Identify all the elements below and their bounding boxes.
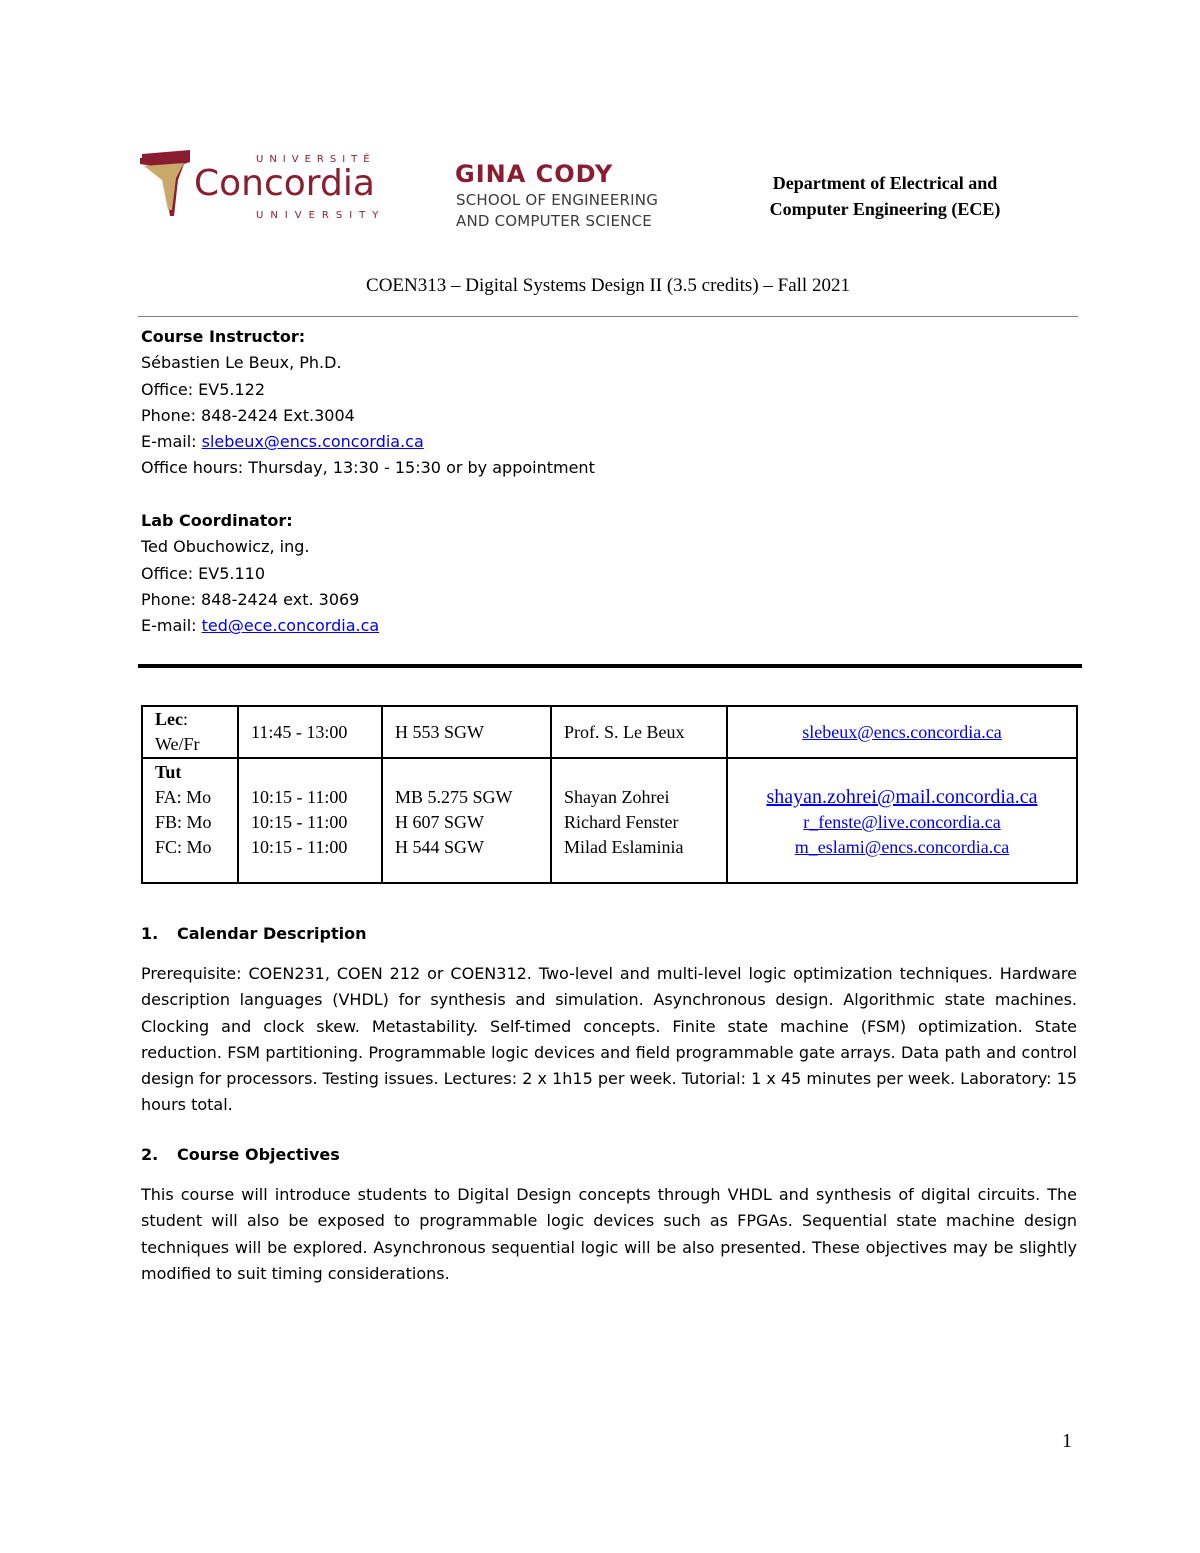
department-name [735,170,1035,222]
department-line-2: Computer Engineering (ECE) [769,199,1001,219]
lab-coordinator-email-label: E-mail: [141,616,202,636]
lab-coordinator-office: Office: EV5.110 [141,563,266,583]
lecture-person: Prof. S. Le Beux [551,706,727,758]
section-title: Course Objectives [177,1145,340,1164]
lab-coordinator-phone: Phone: 848-2424 ext. 3069 [141,589,360,609]
instructor-block [141,324,595,482]
title-divider [138,316,1078,317]
section-body: This course will introduce students to Digital Design concepts through VHDL and synthesis of digital circuits. The student will also be exposed to programmable logic devices such as FPGAs. Sequential state machine design techniques will be explored. Asynchronous sequential logic will be also presented. These objectives may be slightly modified to suit timing considerations. [141,1185,1077,1283]
tutorial-time: 10:15 - 11:00 [251,787,348,807]
instructor-email-row [141,429,595,455]
instructor-office-hours: Office hours: Thursday, 13:30 - 15:30 or by appointment [141,458,595,478]
tutorial-room: H 544 SGW [395,837,484,857]
gina-cody-logo [455,160,705,235]
tutorial-email-link[interactable]: r_fenste@live.concordia.ca [803,812,1001,832]
lecture-email-link[interactable]: slebeux@encs.concordia.ca [802,721,1002,742]
lab-coordinator-block [141,508,379,639]
gina-cody-subtitle-1: SCHOOL OF ENGINEERING [456,191,659,209]
instructor-email-label: E-mail: [141,432,202,452]
calendar-description-section [141,923,1077,1119]
tutorial-person-cell [551,758,727,883]
lab-coordinator-name: Ted Obuchowicz, ing. [141,537,310,557]
tutorial-time-cell [238,758,382,883]
section-heading [141,923,1077,945]
tutorial-type-cell [142,758,238,883]
lecture-type-suffix: : [182,709,188,729]
tutorial-email-link[interactable]: m_eslami@encs.concordia.ca [794,837,1010,857]
section-heading [141,1144,1077,1166]
logo-universite-text: UNIVERSITÉ [256,154,376,165]
lecture-type-cell [142,706,238,758]
section-number: 2. [141,1145,159,1164]
department-line-1: Department of Electrical and [772,173,998,193]
lecture-days: We/Fr [155,734,200,754]
tutorial-section: FC: Mo [155,837,212,857]
gina-cody-subtitle-2: AND COMPUTER SCIENCE [456,212,652,230]
logo-university-text: UNIVERSITY [256,210,386,221]
section-title: Calendar Description [177,924,367,943]
tutorial-section: FB: Mo [155,812,212,832]
lecture-room: H 553 SGW [382,706,551,758]
logo-concordia-text: Concordia [194,163,375,204]
instructor-heading: Course Instructor: [141,327,306,346]
tutorial-room: MB 5.275 SGW [395,787,513,807]
table-row [142,758,1077,883]
instructor-email-link[interactable]: slebeux@encs.concordia.ca [201,432,424,452]
tutorial-email-link[interactable]: shayan.zohrei@mail.concordia.ca [766,786,1038,808]
lecture-type: Lec [155,709,183,729]
contacts-divider [138,664,1082,668]
lab-coordinator-email-row [141,613,379,639]
tutorial-time: 10:15 - 11:00 [251,837,348,857]
section-number: 1. [141,924,159,943]
page-number: 1 [1062,1430,1072,1452]
tutorial-section: FA: Mo [155,787,212,807]
instructor-office: Office: EV5.122 [141,379,266,399]
lecture-email-cell [727,706,1077,758]
tutorial-type: Tut [155,762,182,782]
instructor-name: Sébastien Le Beux, Ph.D. [141,353,342,373]
concordia-logo [138,150,413,225]
instructor-phone: Phone: 848-2424 Ext.3004 [141,405,355,425]
lab-coordinator-email-link[interactable]: ted@ece.concordia.ca [201,616,380,636]
tutorial-email-cell [727,758,1077,883]
tutorial-room: H 607 SGW [395,812,484,832]
tutorial-time: 10:15 - 11:00 [251,812,348,832]
course-title: COEN313 – Digital Systems Design II (3.5 credits) – Fall 2021 [366,275,850,296]
tutorial-person: Shayan Zohrei [564,787,670,807]
gina-cody-title: GINA CODY [455,160,614,188]
table-row [142,706,1077,758]
tutorial-person: Milad Eslaminia [564,837,684,857]
tutorial-person: Richard Fenster [564,812,679,832]
lab-coordinator-heading: Lab Coordinator: [141,511,293,530]
section-body: Prerequisite: COEN231, COEN 212 or COEN312. Two-level and multi-level logic optimization techniques. Hardware description languages (VHDL) for synthesis and simulation. Asynchronous design. Algorithmic state machines. Clocking and clock skew. Metastability. Self-timed concepts. Finite state machine (FSM) optimization. State reduction. FSM partitioning. Programmable logic devices and field programmable gate arrays. Data path and control design for processors. Testing issues. Lectures: 2 x 1h15 per week. Tutorial: 1 x 45 minutes per week. Laboratory: 15 hours total. [141,964,1077,1115]
course-objectives-section [141,1144,1077,1287]
lecture-time: 11:45 - 13:00 [238,706,382,758]
tutorial-room-cell [382,758,551,883]
schedule-table [141,705,1078,884]
